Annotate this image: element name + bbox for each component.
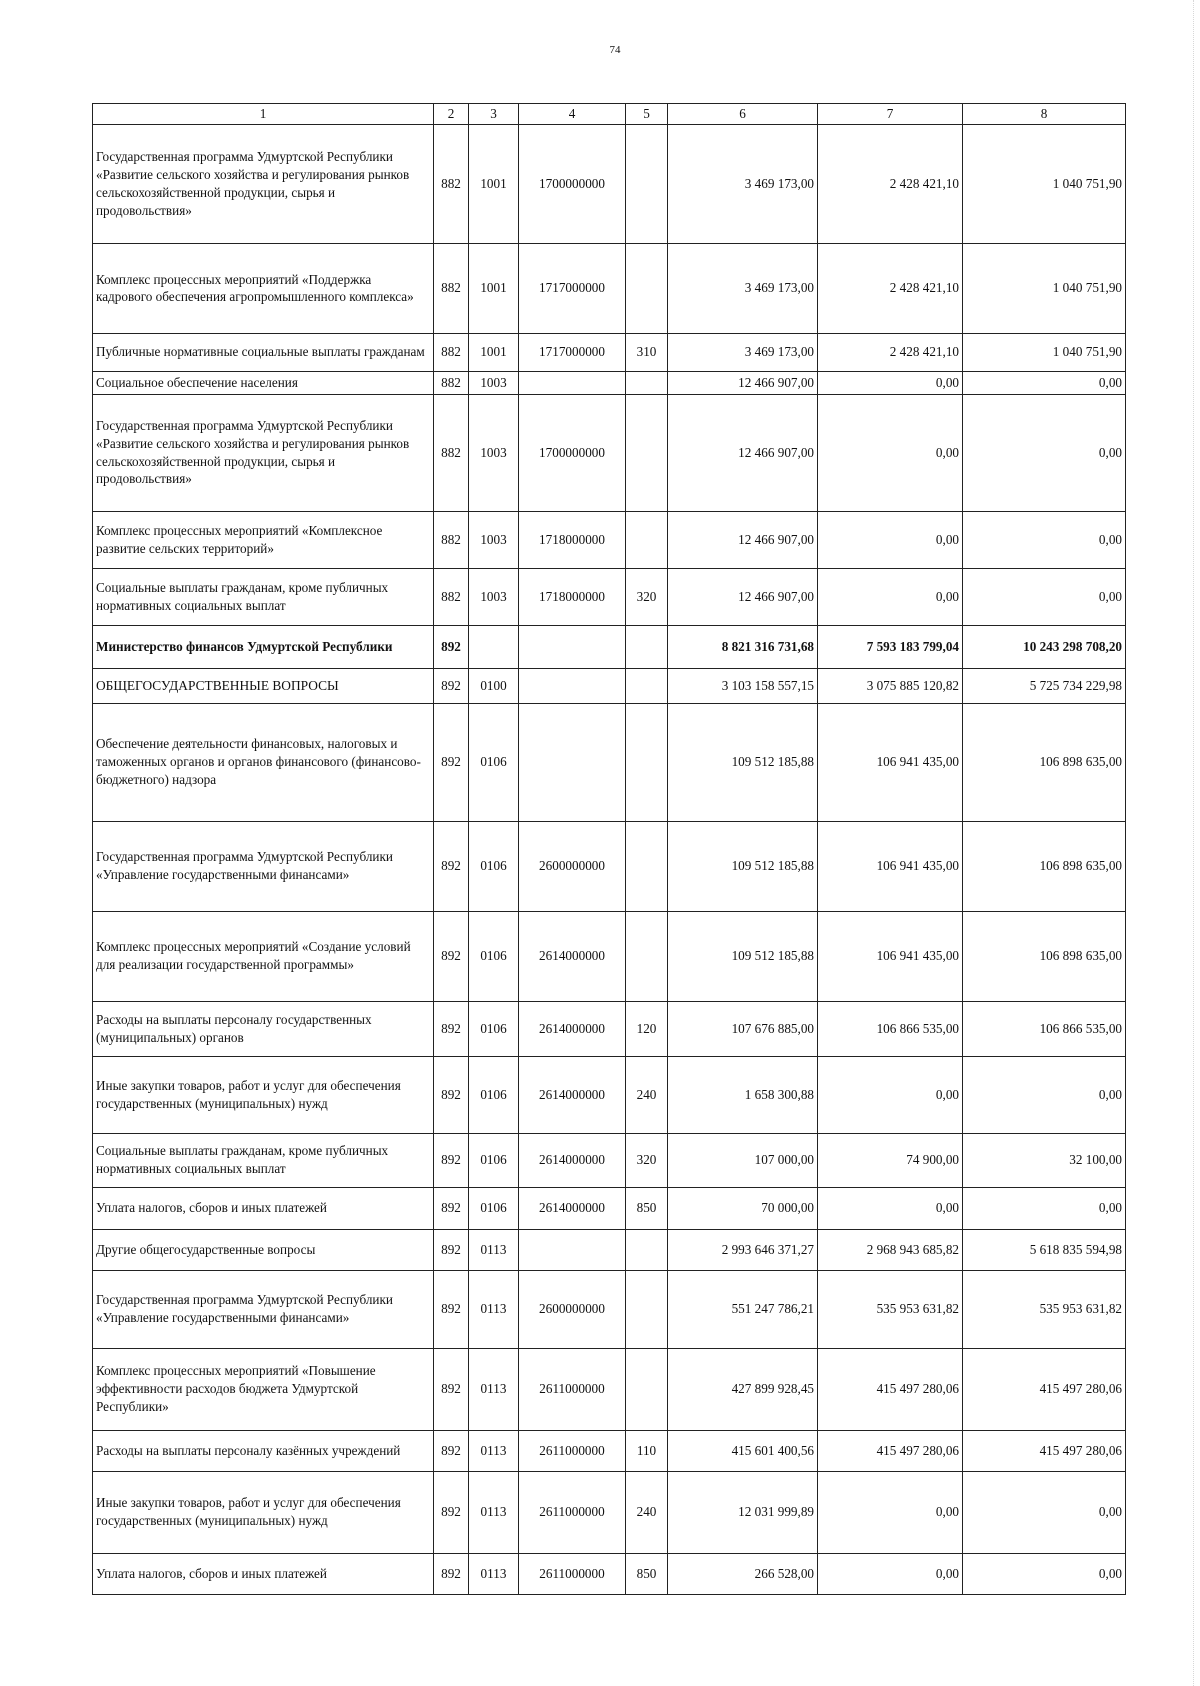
row-value-2024: 427 899 928,45 xyxy=(668,1348,818,1430)
row-target-code: 1700000000 xyxy=(519,394,626,511)
row-target-code xyxy=(519,371,626,394)
row-target-code: 2614000000 xyxy=(519,1133,626,1187)
row-grbs-code: 892 xyxy=(434,911,469,1001)
row-section-code: 0113 xyxy=(469,1553,519,1594)
row-target-code: 2600000000 xyxy=(519,821,626,911)
row-value-2026: 415 497 280,06 xyxy=(963,1430,1126,1471)
scan-edge-noise xyxy=(1193,0,1196,1686)
row-value-2025: 106 941 435,00 xyxy=(818,703,963,821)
row-grbs-code: 892 xyxy=(434,1001,469,1056)
row-expense-type xyxy=(626,703,668,821)
row-expense-type xyxy=(626,124,668,243)
row-value-2024: 12 466 907,00 xyxy=(668,394,818,511)
row-grbs-code: 892 xyxy=(434,703,469,821)
row-section-code: 0113 xyxy=(469,1471,519,1553)
row-value-2024: 70 000,00 xyxy=(668,1187,818,1229)
row-value-2026: 415 497 280,06 xyxy=(963,1348,1126,1430)
row-expense-type xyxy=(626,911,668,1001)
table-row xyxy=(93,371,1126,394)
row-name: Комплекс процессных мероприятий «Создание условий для реализации государственной программы» xyxy=(93,911,434,1001)
row-target-code: 2614000000 xyxy=(519,1056,626,1133)
row-value-2026: 5 725 734 229,98 xyxy=(963,668,1126,703)
row-value-2025: 0,00 xyxy=(818,371,963,394)
row-value-2024: 12 031 999,89 xyxy=(668,1471,818,1553)
row-value-2025: 2 428 421,10 xyxy=(818,124,963,243)
header-row xyxy=(93,104,1126,125)
row-name: Расходы на выплаты персоналу государственных (муниципальных) органов xyxy=(93,1001,434,1056)
table-row xyxy=(93,1001,1126,1056)
row-section-code: 0106 xyxy=(469,1056,519,1133)
table-row xyxy=(93,821,1126,911)
row-value-2024: 107 676 885,00 xyxy=(668,1001,818,1056)
row-value-2025: 2 428 421,10 xyxy=(818,243,963,333)
row-name: Социальные выплаты гражданам, кроме публичных нормативных социальных выплат xyxy=(93,568,434,625)
row-value-2026: 106 898 635,00 xyxy=(963,703,1126,821)
row-grbs-code: 892 xyxy=(434,1270,469,1348)
row-value-2025: 0,00 xyxy=(818,511,963,568)
row-value-2026: 5 618 835 594,98 xyxy=(963,1229,1126,1270)
table-row xyxy=(93,911,1126,1001)
row-target-code xyxy=(519,703,626,821)
row-value-2024: 12 466 907,00 xyxy=(668,511,818,568)
row-grbs-code: 882 xyxy=(434,124,469,243)
row-grbs-code: 892 xyxy=(434,1133,469,1187)
row-target-code: 2611000000 xyxy=(519,1348,626,1430)
row-expense-type xyxy=(626,511,668,568)
table-row xyxy=(93,625,1126,668)
row-grbs-code: 892 xyxy=(434,1229,469,1270)
row-expense-type xyxy=(626,243,668,333)
row-target-code: 2614000000 xyxy=(519,911,626,1001)
row-grbs-code: 892 xyxy=(434,668,469,703)
header-col-2: 2 xyxy=(434,104,469,125)
row-value-2026: 0,00 xyxy=(963,1187,1126,1229)
row-value-2024: 415 601 400,56 xyxy=(668,1430,818,1471)
row-name: ОБЩЕГОСУДАРСТВЕННЫЕ ВОПРОСЫ xyxy=(93,668,434,703)
row-value-2026: 1 040 751,90 xyxy=(963,243,1126,333)
row-expense-type xyxy=(626,1348,668,1430)
header-col-7: 7 xyxy=(818,104,963,125)
row-section-code: 1003 xyxy=(469,371,519,394)
row-section-code: 0106 xyxy=(469,1187,519,1229)
row-section-code: 0100 xyxy=(469,668,519,703)
row-expense-type: 320 xyxy=(626,1133,668,1187)
row-value-2024: 109 512 185,88 xyxy=(668,821,818,911)
row-expense-type xyxy=(626,394,668,511)
row-name: Государственная программа Удмуртской Республики «Развитие сельского хозяйства и регулирования рынков сельскохозяйственной продукции, сырья и продовольствия» xyxy=(93,124,434,243)
row-value-2025: 0,00 xyxy=(818,1471,963,1553)
row-name: Государственная программа Удмуртской Республики «Управление государственными финансами» xyxy=(93,1270,434,1348)
row-section-code: 1003 xyxy=(469,394,519,511)
row-target-code: 1717000000 xyxy=(519,243,626,333)
row-value-2026: 0,00 xyxy=(963,394,1126,511)
row-section-code: 0113 xyxy=(469,1348,519,1430)
row-name: Уплата налогов, сборов и иных платежей xyxy=(93,1553,434,1594)
table-row xyxy=(93,1056,1126,1133)
table-row xyxy=(93,568,1126,625)
row-value-2024: 109 512 185,88 xyxy=(668,703,818,821)
row-expense-type xyxy=(626,1229,668,1270)
row-grbs-code: 892 xyxy=(434,821,469,911)
row-value-2024: 3 469 173,00 xyxy=(668,333,818,371)
row-section-code: 0106 xyxy=(469,703,519,821)
row-value-2025: 106 866 535,00 xyxy=(818,1001,963,1056)
row-grbs-code: 892 xyxy=(434,1056,469,1133)
row-value-2025: 0,00 xyxy=(818,1187,963,1229)
row-expense-type: 850 xyxy=(626,1187,668,1229)
row-target-code: 2611000000 xyxy=(519,1430,626,1471)
row-value-2026: 1 040 751,90 xyxy=(963,333,1126,371)
row-name: Социальное обеспечение населения xyxy=(93,371,434,394)
row-value-2025: 415 497 280,06 xyxy=(818,1430,963,1471)
table-row xyxy=(93,243,1126,333)
table-row xyxy=(93,668,1126,703)
row-value-2024: 12 466 907,00 xyxy=(668,568,818,625)
table-row xyxy=(93,1553,1126,1594)
row-value-2026: 0,00 xyxy=(963,511,1126,568)
row-grbs-code: 892 xyxy=(434,1187,469,1229)
row-value-2024: 12 466 907,00 xyxy=(668,371,818,394)
table-row xyxy=(93,1187,1126,1229)
row-name: Расходы на выплаты персоналу казённых учреждений xyxy=(93,1430,434,1471)
row-target-code: 2600000000 xyxy=(519,1270,626,1348)
row-section-code: 0106 xyxy=(469,1001,519,1056)
row-expense-type xyxy=(626,371,668,394)
row-expense-type xyxy=(626,1270,668,1348)
row-name: Комплекс процессных мероприятий «Поддержка кадрового обеспечения агропромышленного комплекса» xyxy=(93,243,434,333)
row-value-2024: 3 469 173,00 xyxy=(668,243,818,333)
row-value-2025: 415 497 280,06 xyxy=(818,1348,963,1430)
table-row xyxy=(93,394,1126,511)
row-value-2026: 32 100,00 xyxy=(963,1133,1126,1187)
row-expense-type: 240 xyxy=(626,1471,668,1553)
row-name: Государственная программа Удмуртской Республики «Развитие сельского хозяйства и регулирования рынков сельскохозяйственной продукции, сырья и продовольствия» xyxy=(93,394,434,511)
row-name: Публичные нормативные социальные выплаты гражданам xyxy=(93,333,434,371)
row-section-code: 0106 xyxy=(469,821,519,911)
row-grbs-code: 892 xyxy=(434,1553,469,1594)
row-section-code: 0106 xyxy=(469,1133,519,1187)
row-value-2025: 0,00 xyxy=(818,394,963,511)
row-section-code: 1003 xyxy=(469,511,519,568)
row-name: Комплекс процессных мероприятий «Повышение эффективности расходов бюджета Удмуртской Республики» xyxy=(93,1348,434,1430)
row-expense-type: 320 xyxy=(626,568,668,625)
row-grbs-code: 892 xyxy=(434,625,469,668)
header-col-3: 3 xyxy=(469,104,519,125)
row-target-code: 2611000000 xyxy=(519,1553,626,1594)
row-expense-type xyxy=(626,625,668,668)
row-value-2026: 0,00 xyxy=(963,371,1126,394)
row-expense-type: 850 xyxy=(626,1553,668,1594)
row-grbs-code: 882 xyxy=(434,568,469,625)
row-grbs-code: 882 xyxy=(434,511,469,568)
header-col-6: 6 xyxy=(668,104,818,125)
row-expense-type: 110 xyxy=(626,1430,668,1471)
header-col-1: 1 xyxy=(93,104,434,125)
row-expense-type: 310 xyxy=(626,333,668,371)
row-value-2024: 266 528,00 xyxy=(668,1553,818,1594)
row-section-code: 1001 xyxy=(469,333,519,371)
row-target-code: 1718000000 xyxy=(519,511,626,568)
table-row xyxy=(93,703,1126,821)
row-value-2025: 535 953 631,82 xyxy=(818,1270,963,1348)
row-name: Иные закупки товаров, работ и услуг для обеспечения государственных (муниципальных) нужд xyxy=(93,1471,434,1553)
row-target-code xyxy=(519,1229,626,1270)
row-value-2026: 106 866 535,00 xyxy=(963,1001,1126,1056)
row-target-code: 1717000000 xyxy=(519,333,626,371)
row-value-2026: 10 243 298 708,20 xyxy=(963,625,1126,668)
table-row xyxy=(93,511,1126,568)
row-target-code: 2611000000 xyxy=(519,1471,626,1553)
row-value-2025: 2 428 421,10 xyxy=(818,333,963,371)
table-row xyxy=(93,124,1126,243)
row-name: Обеспечение деятельности финансовых, налоговых и таможенных органов и органов финансового (финансово-бюджетного) надзора xyxy=(93,703,434,821)
row-section-code: 1001 xyxy=(469,243,519,333)
row-target-code xyxy=(519,668,626,703)
row-grbs-code: 892 xyxy=(434,1430,469,1471)
row-value-2025: 74 900,00 xyxy=(818,1133,963,1187)
row-value-2026: 0,00 xyxy=(963,1471,1126,1553)
row-section-code: 0106 xyxy=(469,911,519,1001)
row-section-code: 0113 xyxy=(469,1430,519,1471)
row-value-2024: 3 469 173,00 xyxy=(668,124,818,243)
row-value-2024: 551 247 786,21 xyxy=(668,1270,818,1348)
row-value-2024: 2 993 646 371,27 xyxy=(668,1229,818,1270)
row-section-code: 1003 xyxy=(469,568,519,625)
budget-table xyxy=(92,103,1126,1595)
row-target-code xyxy=(519,625,626,668)
row-value-2026: 1 040 751,90 xyxy=(963,124,1126,243)
row-value-2025: 7 593 183 799,04 xyxy=(818,625,963,668)
row-value-2024: 109 512 185,88 xyxy=(668,911,818,1001)
row-name: Другие общегосударственные вопросы xyxy=(93,1229,434,1270)
row-grbs-code: 892 xyxy=(434,1348,469,1430)
row-value-2026: 0,00 xyxy=(963,1056,1126,1133)
row-grbs-code: 892 xyxy=(434,1471,469,1553)
row-section-code: 0113 xyxy=(469,1270,519,1348)
row-grbs-code: 882 xyxy=(434,371,469,394)
row-expense-type xyxy=(626,668,668,703)
row-value-2025: 0,00 xyxy=(818,1553,963,1594)
row-name: Государственная программа Удмуртской Республики «Управление государственными финансами» xyxy=(93,821,434,911)
table-row xyxy=(93,1133,1126,1187)
table-row xyxy=(93,1348,1126,1430)
table-row xyxy=(93,1471,1126,1553)
row-value-2025: 0,00 xyxy=(818,1056,963,1133)
row-value-2024: 3 103 158 557,15 xyxy=(668,668,818,703)
header-col-4: 4 xyxy=(519,104,626,125)
table-row xyxy=(93,1430,1126,1471)
row-value-2026: 0,00 xyxy=(963,568,1126,625)
row-section-code xyxy=(469,625,519,668)
row-name: Уплата налогов, сборов и иных платежей xyxy=(93,1187,434,1229)
row-value-2024: 8 821 316 731,68 xyxy=(668,625,818,668)
row-expense-type: 120 xyxy=(626,1001,668,1056)
row-section-code: 0113 xyxy=(469,1229,519,1270)
row-section-code: 1001 xyxy=(469,124,519,243)
header-col-8: 8 xyxy=(963,104,1126,125)
row-value-2026: 535 953 631,82 xyxy=(963,1270,1126,1348)
row-value-2025: 106 941 435,00 xyxy=(818,911,963,1001)
row-grbs-code: 882 xyxy=(434,394,469,511)
row-value-2026: 106 898 635,00 xyxy=(963,821,1126,911)
header-col-5: 5 xyxy=(626,104,668,125)
row-value-2024: 1 658 300,88 xyxy=(668,1056,818,1133)
row-value-2025: 3 075 885 120,82 xyxy=(818,668,963,703)
table-row xyxy=(93,1270,1126,1348)
row-expense-type xyxy=(626,821,668,911)
row-grbs-code: 882 xyxy=(434,333,469,371)
row-name: Социальные выплаты гражданам, кроме публичных нормативных социальных выплат xyxy=(93,1133,434,1187)
row-target-code: 1718000000 xyxy=(519,568,626,625)
table-row xyxy=(93,1229,1126,1270)
row-target-code: 2614000000 xyxy=(519,1001,626,1056)
row-value-2026: 0,00 xyxy=(963,1553,1126,1594)
table-row xyxy=(93,333,1126,371)
row-name: Министерство финансов Удмуртской Республики xyxy=(93,625,434,668)
row-value-2025: 106 941 435,00 xyxy=(818,821,963,911)
row-value-2024: 107 000,00 xyxy=(668,1133,818,1187)
row-value-2025: 0,00 xyxy=(818,568,963,625)
row-target-code: 1700000000 xyxy=(519,124,626,243)
row-name: Комплекс процессных мероприятий «Комплексное развитие сельских территорий» xyxy=(93,511,434,568)
row-target-code: 2614000000 xyxy=(519,1187,626,1229)
page-number: 74 xyxy=(609,44,621,56)
row-value-2026: 106 898 635,00 xyxy=(963,911,1126,1001)
row-name: Иные закупки товаров, работ и услуг для обеспечения государственных (муниципальных) нужд xyxy=(93,1056,434,1133)
row-value-2025: 2 968 943 685,82 xyxy=(818,1229,963,1270)
row-expense-type: 240 xyxy=(626,1056,668,1133)
row-grbs-code: 882 xyxy=(434,243,469,333)
